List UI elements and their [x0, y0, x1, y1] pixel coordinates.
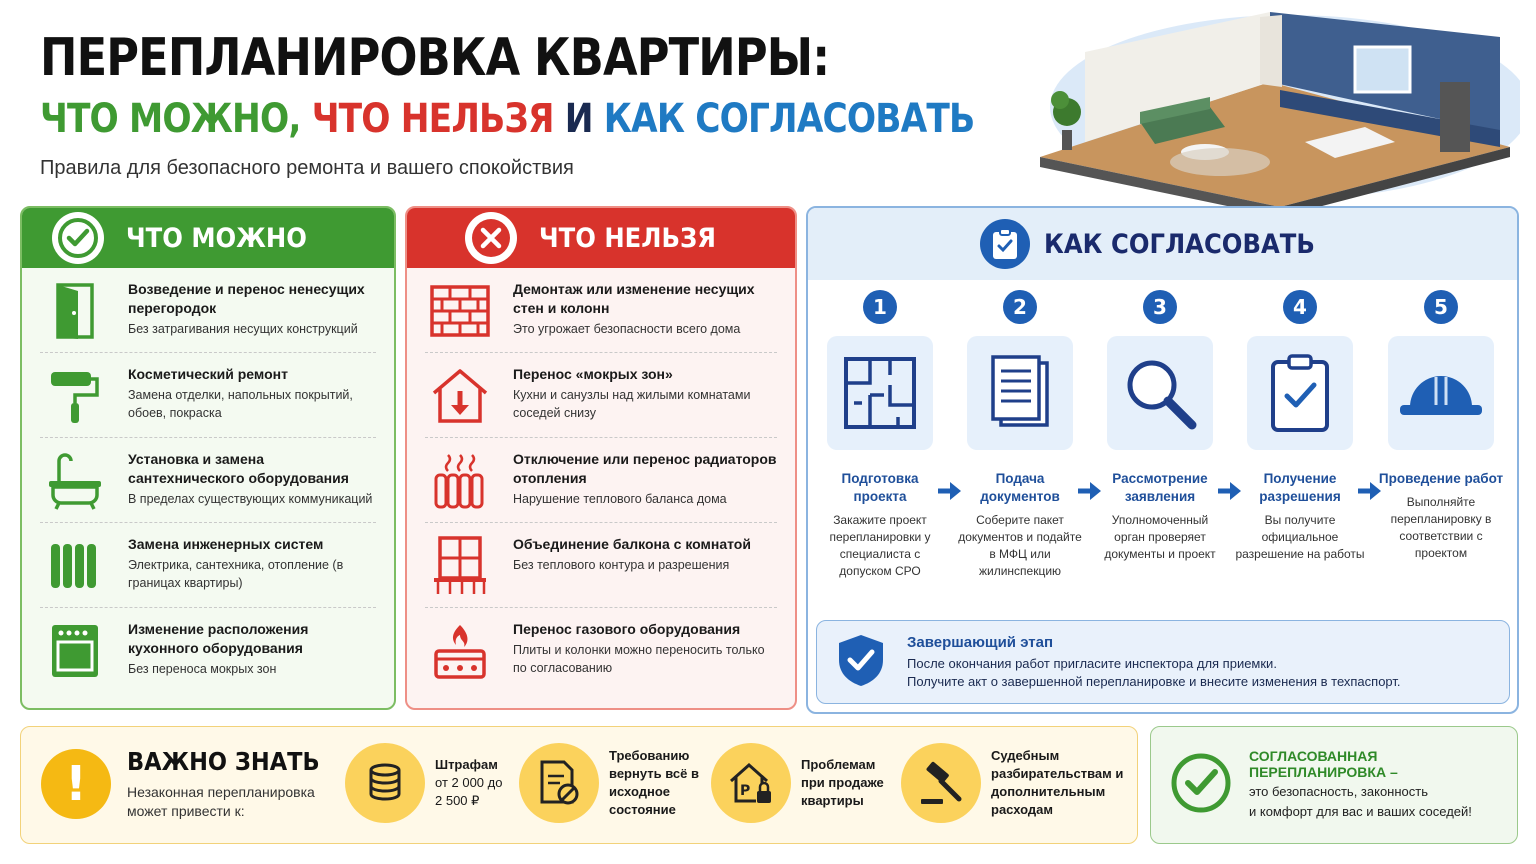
brick-wall-icon — [425, 280, 495, 342]
item-desc: Без затрагивания несущих конструкций — [128, 322, 358, 336]
how-panel-header — [808, 208, 1517, 280]
consequence-court — [901, 743, 1126, 823]
consequence-fines — [345, 743, 513, 823]
cross-circle-icon — [465, 212, 517, 264]
step-desc: Соберите пакет документов и подайте в МФЦ или жилинспекцию — [958, 513, 1082, 578]
item-title: Замена инженерных систем — [128, 536, 324, 552]
house-down-arrow-icon — [425, 365, 495, 427]
page-title-line2 — [40, 96, 974, 142]
step-1 — [815, 290, 945, 580]
important-desc: Незаконная перепланировка может привести к: — [127, 784, 315, 819]
step-5 — [1376, 290, 1506, 562]
step-number: 1 — [863, 290, 897, 324]
balcony-door-icon — [425, 535, 495, 597]
exclamation-icon: ! — [41, 749, 111, 819]
step-title: Получение разрешения — [1259, 471, 1341, 504]
consequence-title: Требованию вернуть всё в исходное состояние — [609, 748, 699, 817]
approved-title: СОГЛАСОВАННАЯ ПЕРЕПЛАНИРОВКА – — [1249, 748, 1398, 780]
can-item — [40, 523, 376, 608]
step-number: 4 — [1283, 290, 1317, 324]
item-title: Отключение или перенос радиаторов отопления — [513, 451, 777, 486]
step-desc: Уполномоченный орган проверяет документы и проект — [1104, 513, 1216, 561]
consequence-title: Штрафам — [435, 757, 498, 772]
magnifier-icon — [1107, 336, 1213, 450]
step-title: Проведение работ — [1378, 471, 1504, 486]
item-title: Перенос «мокрых зон» — [513, 366, 673, 382]
title-how: КАК СОГЛАСОВАТЬ — [603, 96, 975, 142]
cannot-panel-header — [407, 208, 795, 268]
hot-radiator-icon — [425, 450, 495, 512]
approved-line1: это безопасность, законность — [1249, 784, 1428, 799]
important-box — [20, 726, 1138, 844]
cannot-item — [425, 268, 777, 353]
cannot-item — [425, 353, 777, 438]
can-title: ЧТО МОЖНО — [126, 222, 307, 254]
item-desc: В пределах существующих коммуникаций — [128, 492, 373, 506]
check-circle-icon — [52, 212, 104, 264]
final-stage-box — [816, 620, 1510, 704]
stove-icon — [40, 620, 110, 682]
apartment-3d-illustration — [1020, 12, 1520, 207]
title-and: И — [564, 96, 593, 142]
item-title: Демонтаж или изменение несущих стен и колонн — [513, 281, 755, 316]
cannot-title: ЧТО НЕЛЬЗЯ — [539, 222, 716, 254]
title-cannot: ЧТО НЕЛЬЗЯ — [311, 96, 554, 142]
floor-plan-icon — [827, 336, 933, 450]
cannot-panel — [405, 206, 797, 710]
consequence-detail: от 2 000 до 2 500 ₽ — [435, 775, 503, 808]
step-number: 2 — [1003, 290, 1037, 324]
item-desc: Замена отделки, напольных покрытий, обоев, покраска — [128, 388, 353, 420]
gavel-icon — [901, 743, 981, 823]
item-desc: Нарушение теплового баланса дома — [513, 492, 727, 506]
steps-flow — [808, 290, 1519, 590]
item-desc: Без теплового контура и разрешения — [513, 558, 730, 572]
can-item — [40, 353, 376, 438]
page-title: ПЕРЕПЛАНИРОВКА КВАРТИРЫ: — [40, 28, 830, 88]
consequence-sale — [711, 743, 893, 823]
can-panel — [20, 206, 396, 710]
item-title: Возведение и перенос ненесущих перегородок — [128, 281, 365, 316]
title-can: ЧТО МОЖНО, — [40, 96, 301, 142]
item-title: Перенос газового оборудования — [513, 621, 741, 637]
coins-icon — [345, 743, 425, 823]
final-title: Завершающий этап — [907, 633, 1054, 651]
door-icon — [40, 280, 110, 342]
clipboard-approved-icon — [1247, 336, 1353, 450]
can-panel-header — [22, 208, 394, 268]
step-number: 3 — [1143, 290, 1177, 324]
item-title: Косметический ремонт — [128, 366, 288, 382]
step-desc: Выполняйте перепланировку в соответствии с проектом — [1390, 495, 1492, 560]
documents-icon — [967, 336, 1073, 450]
cannot-item — [425, 438, 777, 523]
approved-line2: и комфорт для вас и ваших соседей! — [1249, 804, 1472, 819]
can-item — [40, 268, 376, 353]
step-4 — [1235, 290, 1365, 563]
item-desc: Без переноса мокрых зон — [128, 662, 277, 676]
page-subtitle: Правила для безопасного ремонта и вашего спокойствия — [40, 157, 574, 179]
clipboard-check-icon — [980, 219, 1030, 269]
step-desc: Закажите проект перепланировки у специалиста с допуском СРО — [829, 513, 931, 578]
step-title: Подача документов — [980, 471, 1060, 504]
paint-roller-icon — [40, 365, 110, 427]
item-title: Объединение балкона с комнатой — [513, 536, 751, 552]
shield-check-icon — [835, 632, 895, 692]
final-line1: После окончания работ пригласите инспектора для приемки. — [907, 655, 1277, 671]
consequence-title: Судебным разбирательствам и дополнительным расходам — [991, 748, 1124, 817]
document-forbidden-icon — [519, 743, 599, 823]
check-circle-icon — [1169, 751, 1233, 819]
item-title: Изменение расположения кухонного оборудования — [128, 621, 309, 656]
step-desc: Вы получите официальное разрешение на работы — [1235, 513, 1365, 561]
item-desc: Плиты и колонки можно переносить только по согласованию — [513, 643, 765, 675]
important-title: ВАЖНО ЗНАТЬ — [127, 747, 320, 776]
item-desc: Это угрожает безопасности всего дома — [513, 322, 741, 336]
gas-stove-icon — [425, 620, 495, 682]
bathtub-icon — [40, 450, 110, 512]
step-title: Рассмотрение заявления — [1112, 471, 1208, 504]
cannot-item — [425, 608, 777, 693]
approved-box — [1150, 726, 1518, 844]
final-line2: Получите акт о завершенной перепланировке и внесите изменения в техпаспорт. — [907, 673, 1401, 689]
how-title: КАК СОГЛАСОВАТЬ — [1044, 228, 1315, 260]
how-panel — [806, 206, 1519, 714]
svg-text:P: P — [740, 783, 751, 799]
step-number: 5 — [1424, 290, 1458, 324]
can-item — [40, 608, 376, 693]
consequence-restore — [519, 743, 699, 823]
cannot-item — [425, 523, 777, 608]
step-3 — [1095, 290, 1225, 563]
step-2 — [955, 290, 1085, 580]
item-title: Установка и замена сантехнического оборудования — [128, 451, 349, 486]
consequence-title: Проблемам при продаже квартиры — [801, 757, 884, 808]
item-desc: Кухни и санузлы над жилыми комнатами соседей снизу — [513, 388, 751, 420]
item-desc: Электрика, сантехника, отопление (в границах квартиры) — [128, 558, 344, 590]
step-title: Подготовка проекта — [841, 471, 919, 504]
can-item — [40, 438, 376, 523]
house-lock-icon — [711, 743, 791, 823]
hard-hat-icon — [1388, 336, 1494, 450]
radiator-icon — [40, 535, 110, 597]
